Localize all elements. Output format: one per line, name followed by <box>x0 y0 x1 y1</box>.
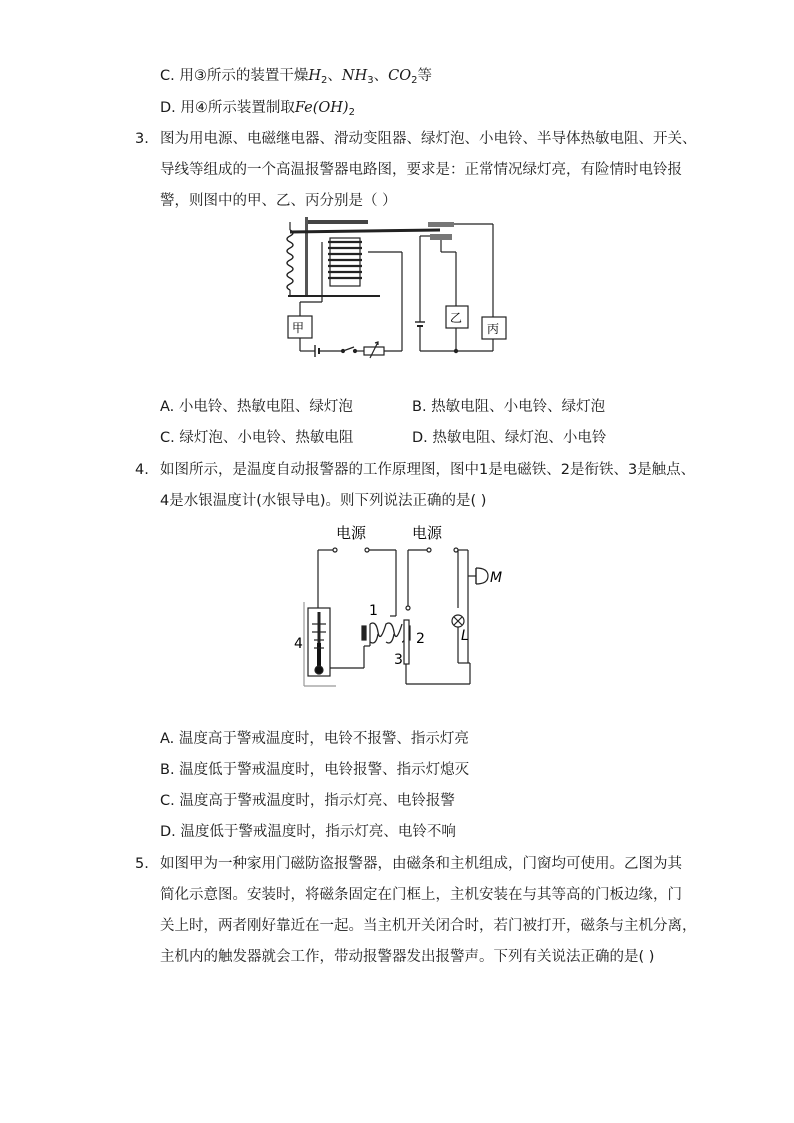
label-power-right: 电源 <box>412 524 443 542</box>
spring <box>287 230 293 290</box>
label-jia: 甲 <box>292 321 305 335</box>
label-yi: 乙 <box>450 311 463 325</box>
q3-circuit-diagram <box>280 212 520 362</box>
q4-stem-line-2: 4是水银温度计(水银导电)。则下列说法正确的是( ) <box>160 493 487 509</box>
label-4: 4 <box>294 636 303 652</box>
q5-stem-line-1: 如图甲为一种家用门磁防盗报警器，由磁条和主机组成，门窗均可使用。乙图为其 <box>160 856 682 872</box>
label-2: 2 <box>416 631 425 647</box>
label-power-left: 电源 <box>336 524 367 542</box>
q4-stem-line-1: 如图所示，是温度自动报警器的工作原理图，图中1是电磁铁、2是衔铁、3是触点、 <box>160 462 696 478</box>
bell-icon <box>476 568 488 584</box>
q3-option-c[interactable]: C. 绿灯泡、小电铃、热敏电阻 <box>160 430 354 446</box>
q3-option-d[interactable]: D. 热敏电阻、绿灯泡、小电铃 <box>412 430 607 446</box>
relay-frame <box>305 217 308 295</box>
q3-option-b[interactable]: B. 热敏电阻、小电铃、绿灯泡 <box>412 399 606 415</box>
q3-stem-line-3: 警，则图中的甲、乙、丙分别是（ ） <box>160 193 397 209</box>
q4-circuit-diagram <box>290 518 520 690</box>
label-l: L <box>461 628 469 644</box>
q4-option-b[interactable]: B. 温度低于警戒温度时，电铃报警、指示灯熄灭 <box>160 762 470 778</box>
q4-option-a[interactable]: A. 温度高于警戒温度时，电铃不报警、指示灯亮 <box>160 731 469 747</box>
q2-option-d: D. 用④所示装置制取$Fe(OH)_2$ <box>160 100 355 118</box>
q5-stem-line-3: 关上时，两者刚好靠近在一起。当主机开关闭合时，若门被打开，磁条与主机分离， <box>160 918 697 934</box>
q4-number: 4. <box>135 462 149 478</box>
q5-stem-line-2: 简化示意图。安装时，将磁条固定在门框上，主机安装在与其等高的门板边缘，门 <box>160 887 682 903</box>
q3-stem-line-2: 导线等组成的一个高温报警器电路图，要求是：正常情况绿灯亮，有险情时电铃报 <box>160 162 682 178</box>
electromagnet-coil <box>328 242 362 278</box>
label-3: 3 <box>394 652 403 668</box>
q4-option-c[interactable]: C. 温度高于警戒温度时，指示灯亮、电铃报警 <box>160 793 455 809</box>
q4-option-d[interactable]: D. 温度低于警戒温度时，指示灯亮、电铃不响 <box>160 824 456 840</box>
q5-stem-line-4: 主机内的触发器就会工作，带动报警器发出报警声。下列有关说法正确的是( ) <box>160 949 655 965</box>
electromagnet-coil <box>370 623 406 643</box>
armature <box>404 620 409 664</box>
q3-number: 3. <box>135 131 149 147</box>
q5-number: 5. <box>135 856 149 872</box>
label-bing: 丙 <box>487 322 500 336</box>
q3-stem-line-1: 图为用电源、电磁继电器、滑动变阻器、绿灯泡、小电铃、半导体热敏电阻、开关、 <box>160 131 697 147</box>
q2-option-c: C. 用③所示的装置干燥$H_2$、$NH_3$、$CO_2$等 <box>160 68 432 86</box>
label-1: 1 <box>369 603 378 619</box>
q3-option-a[interactable]: A. 小电铃、热敏电阻、绿灯泡 <box>160 399 353 415</box>
label-m: M <box>490 570 503 586</box>
